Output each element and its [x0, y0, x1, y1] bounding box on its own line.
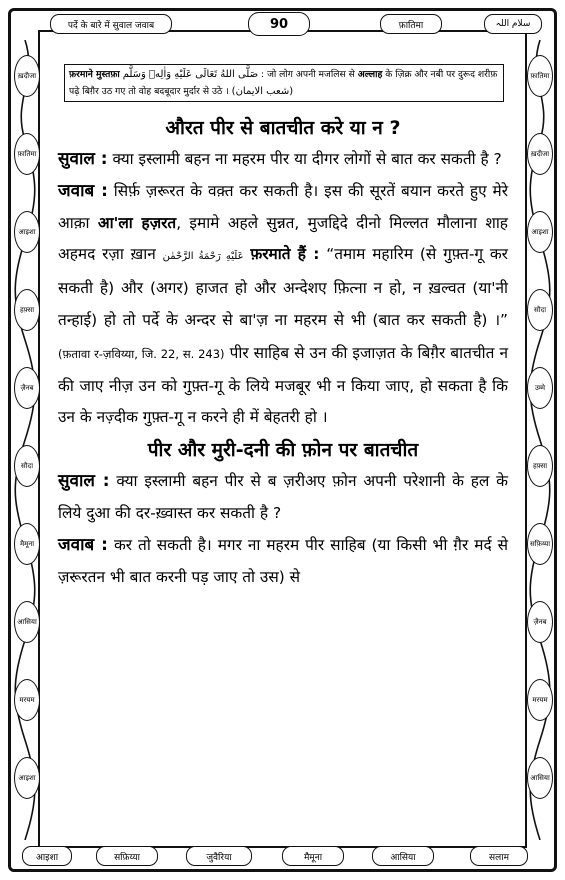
arabic-blessing: عَلَيْهِ رَحْمَةُ الرَّحْمٰن	[162, 251, 244, 263]
banner-source: (شعب الایمان)	[231, 86, 294, 97]
answer-bold-says: फ़रमाते हैं :	[250, 245, 320, 264]
footer-corner-right: सलाम	[470, 846, 528, 866]
side-medallion: सफ़िय्या	[527, 523, 553, 565]
banner-line-2	[69, 83, 499, 100]
answer-label: जवाब :	[58, 534, 108, 555]
banner-line-2-text: पढ़े बिग़ैर उठ गए तो वोह बदबूदार मुर्दार से उठे ।	[69, 86, 229, 97]
footer-name-2: जुवैरिया	[186, 846, 252, 866]
header-corner-right: سلام اللہ	[484, 14, 542, 34]
section2-question	[58, 466, 508, 530]
answer-text-3: पीर साहिब से उन की इजाज़त के बिग़ैर बातचीत न की जाए नीज़ उन को गुफ़्त-गू के लिये मजबूर भी न किया जाए, हो सकता है कि उन के नज़्दीक गुफ़्त-गू न करने ही में बेहतरी हो ।	[58, 343, 508, 427]
side-medallion: सौदा	[14, 445, 40, 487]
header-left-title: पर्दे के बारे में सुवाल जवाब	[50, 14, 172, 34]
section1-heading: औरत पीर से बातचीत करे या न ?	[165, 117, 401, 139]
header-right-title: फ़ातिमा	[380, 14, 442, 34]
side-medallion: ख़दीजा	[14, 55, 40, 97]
side-medallion: फ़ातिमा	[527, 55, 553, 97]
answer-text-2: , इमामे अहले सुन्नत, मुजद्दिदे दीनो मिल्लत मौलाना शाह अहमद रज़ा ख़ान	[58, 213, 508, 264]
question-text: क्या इस्लामी बहन पीर से ब ज़रीअए फ़ोन अपनी परेशानी के हल के लिये दुआ की दर-ख़्वास्त कर सकती है ?	[58, 472, 508, 522]
side-medallion: हफ़्सा	[527, 445, 553, 487]
side-medallion: मरयम	[527, 679, 553, 721]
side-medallion: फ़ातिमा	[14, 133, 40, 175]
footer-name-1: सफ़िय्या	[96, 846, 158, 866]
answer-label: जवाब :	[58, 180, 108, 201]
banner-salutation: صَلَّى اللهُ تَعَالَى عَلَيْهِ وَاٰلِهٖ وَسَلَّم	[122, 69, 259, 80]
section2-heading: पीर और मुरी-दनी की फ़ोन पर बातचीत	[147, 439, 419, 462]
side-medallion: हफ़्सा	[14, 289, 40, 331]
main-content	[58, 112, 508, 593]
footer-corner-left: आइशा	[22, 846, 72, 866]
side-medallion: ख़दीजा	[527, 133, 553, 175]
hadith-banner	[64, 64, 504, 102]
banner-allah: अल्लाह	[357, 69, 383, 80]
side-medallion: आइशा	[14, 211, 40, 253]
footer-name-4: आसिया	[372, 846, 434, 866]
side-medallion: मरयम	[14, 679, 40, 721]
answer-citation: (फ़तावा र-ज़विय्या, जि. 22, स. 243)	[58, 346, 225, 361]
answer-quote: “तमाम महारिम (से गुफ़्त-गू कर सकती है) और (अगर) हाजत हो और अन्देशए फ़ित्ना न हो, न ख़ल्वत (या'नी तन्हाई) हो तो पर्दे के अन्दर से बा'ज़ ना महरम से भी (बात कर सकती है) ।”	[58, 245, 508, 329]
side-medallion: ज़ैनब	[527, 601, 553, 643]
side-medallion: आसिया	[14, 601, 40, 643]
section1-question	[58, 144, 508, 176]
side-medallion: मैमूना	[14, 523, 40, 565]
page-number: 90	[248, 12, 310, 36]
side-medallion: ज़ैनब	[14, 367, 40, 409]
answer-text-1: सिर्फ़ ज़रूरत के वक़्त कर सकती है। इस की सूरतें बयान करते हुए मेरे आक़ा	[58, 181, 508, 232]
banner-text-b: के ज़िक्र और नबी पर दुरूद शरीफ़	[382, 69, 498, 80]
banner-text-a: : जो लोग अपनी मजलिस से	[261, 69, 358, 80]
side-medallion: आसिया	[527, 757, 553, 799]
side-medallion: उम्मे	[527, 367, 553, 409]
side-medallion: आइशा	[14, 757, 40, 799]
question-label: सुवाल :	[58, 149, 108, 169]
banner-line-1	[69, 66, 499, 83]
side-medallion: सौदा	[527, 289, 553, 331]
answer-bold-title: आ'ला हज़रत	[97, 213, 177, 232]
footer-name-3: मैमूना	[282, 846, 344, 866]
question-label: सुवाल :	[58, 471, 110, 492]
question-text: क्या इस्लामी बहन ना महरम पीर या दीगर लोगों से बात कर सकती है ?	[112, 150, 502, 168]
side-medallion: आइशा	[527, 211, 553, 253]
section1-answer	[58, 176, 508, 434]
banner-label: फ़रमाने मुस्तफ़ा	[69, 69, 120, 80]
section2-answer	[58, 530, 508, 594]
answer-text: कर तो सकती है। मगर ना महरम पीर साहिब (या किसी भी ग़ैर मर्द से ज़रूरतन भी बात करनी पड़ जाए तो उस) से	[58, 535, 508, 586]
